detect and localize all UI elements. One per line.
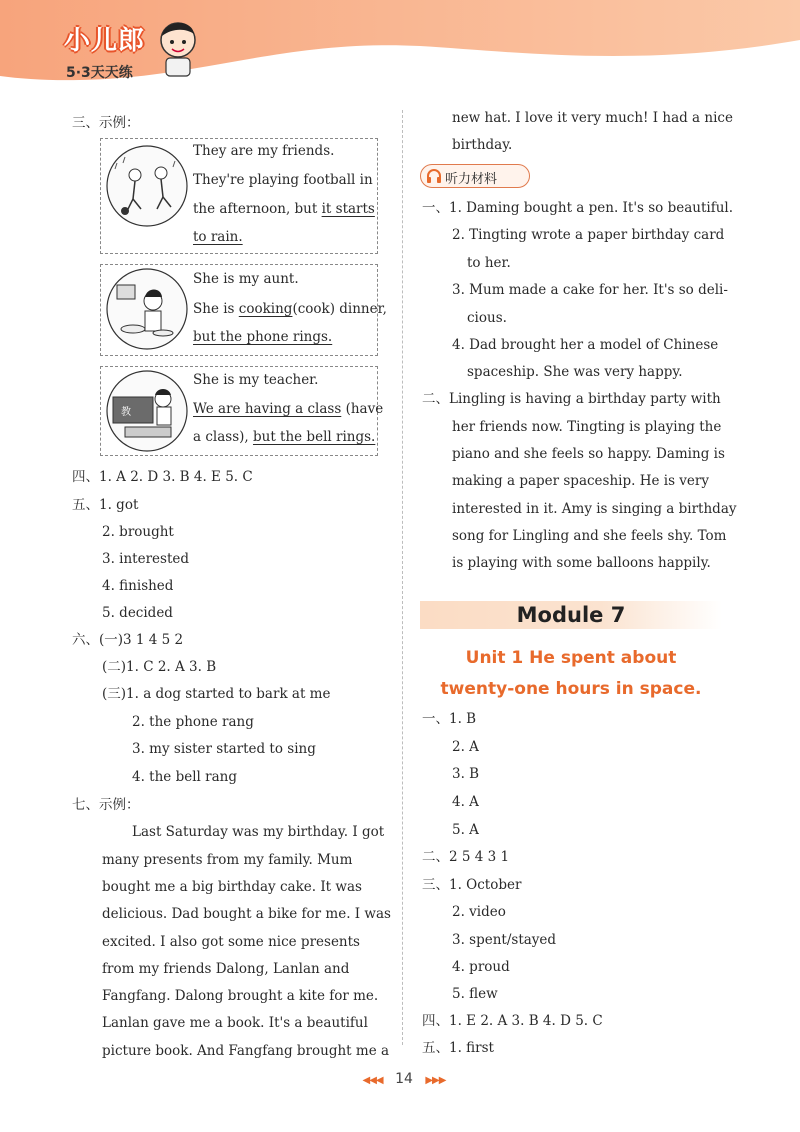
section-4-answers: 四、1. A 2. D 3. B 4. E 5. C [72,469,253,485]
box1-line-2: They're playing football in [193,172,373,188]
box1-answer-b: to rain. [193,229,243,245]
section-7-label: 七、示例： [72,797,140,813]
q1-item-2: 2. A [452,739,479,755]
box1-text-a: the afternoon, but [193,201,318,217]
section-6-part-3: (三)1. a dog started to bark at me [102,686,331,702]
section-6-part-2: (二)1. C 2. A 3. B [102,659,217,675]
box2-text-b: (cook) [292,301,335,317]
box3-line-3 [193,429,375,445]
q3-item-1: 三、1. October [422,877,522,893]
q3-item-2: 2. video [452,904,506,920]
box1-line-1: They are my friends. [193,143,335,159]
box1-answer-a: it starts [321,201,375,217]
example-box-2 [100,264,387,356]
listening-1-line-2: 2. Tingting wrote a paper birthday card [452,227,725,243]
q1-item-4: 4. A [452,794,479,810]
listening-1-line-4: 3. Mum made a cake for her. It's so deli- [452,282,728,298]
q3-item-4: 4. proud [452,959,510,975]
unit-title-line-1: Unit 1 He spent about [465,648,677,668]
listening-1-line-5: cious. [467,310,507,326]
page-footer [344,1071,464,1087]
listening-1-line-7: spaceship. She was very happy. [467,364,683,380]
section-5-item-5: 5. decided [102,605,173,621]
unit-title-line-2: twenty-one hours in space. [440,679,702,699]
box2-line-2 [193,301,387,317]
box1-line-4 [193,229,243,245]
listening-2-line-2: her friends now. Tingting is playing the [452,419,722,435]
box2-text-c: dinner, [339,301,387,317]
left-arrows-icon: ◀◀◀ [362,1075,383,1086]
box2-line-1: She is my aunt. [193,271,299,287]
listening-2-line-6: song for Lingling and she feels shy. Tom [452,528,727,544]
example-box-3 [100,366,384,456]
section-5-item-2: 2. brought [102,524,174,540]
box3-text-a: (have [345,401,384,417]
box3-line-2 [193,401,383,417]
q1-item-5: 5. A [452,822,479,838]
essay-line-5: excited. I also got some nice presents [102,934,360,950]
section-6-part-1: 六、(一)3 1 4 5 2 [72,632,184,648]
section-3-label: 三、示例： [72,115,140,131]
essay-line-4: delicious. Dad bought a bike for me. I was [102,906,391,922]
box2-answer-a: cooking [238,301,293,317]
example-box-1 [100,138,378,254]
section-5-item-3: 3. interested [102,551,190,567]
blackboard-text: 教 [121,407,131,418]
brand-subtitle: 5·3天天练 [66,65,133,81]
essay-line-9: picture book. And Fangfang brought me a [102,1043,390,1059]
essay-line-7: Fangfang. Dalong brought a kite for me. [102,988,379,1004]
box3-line-1: She is my teacher. [193,372,319,388]
listening-1-line-3: to her. [467,255,511,271]
listening-1-line-6: 4. Dad brought her a model of Chinese [452,337,719,353]
module-heading-bar [420,601,722,629]
box3-text-b: a class), [193,429,249,445]
brand-title: 小儿郎 [64,26,146,56]
q5-item-1: 五、1. first [422,1040,494,1056]
q1-item-1: 一、1. B [422,711,477,727]
section-6-part-3-item-2: 2. the phone rang [132,714,254,730]
essay-line-10: new hat. I love it very much! I had a nice [452,110,733,126]
section-6-part-3-item-3: 3. my sister started to sing [132,741,316,757]
section-5-item-4: 4. finished [102,578,174,594]
box2-text-a: She is [193,301,235,317]
column-divider [402,110,403,1045]
listening-material-label: 听力材料 [445,172,498,187]
q4-answers: 四、1. E 2. A 3. B 4. D 5. C [422,1013,603,1029]
section-5-item-1: 五、1. got [72,497,139,513]
listening-2-line-5: interested in it. Amy is singing a birthday [452,501,737,517]
listening-2-line-1: 二、Lingling is having a birthday party with [422,391,721,407]
listening-2-line-4: making a paper spaceship. He is very [452,473,710,489]
q1-item-3: 3. B [452,766,480,782]
essay-line-6: from my friends Dalong, Lanlan and [102,961,350,977]
football-picture [105,145,189,227]
classroom-picture [105,369,189,453]
listening-2-line-3: piano and she feels so happy. Daming is [452,446,725,462]
essay-line-3: bought me a big birthday cake. It was [102,879,362,895]
listening-2-line-7: is playing with some balloons happily. [452,555,711,571]
essay-line-11: birthday. [452,137,513,153]
essay-line-1: Last Saturday was my birthday. I got [132,824,385,840]
q2-answers: 二、2 5 4 3 1 [422,849,510,865]
box2-line-3 [193,329,332,345]
headphones-icon [426,168,442,184]
essay-line-2: many presents from my family. Mum [102,852,353,868]
section-6-part-3-item-4: 4. the bell rang [132,769,237,785]
listening-material-tag [420,164,530,188]
box3-answer-b: but the bell rings. [252,429,376,445]
box2-answer-b: but the phone rings. [193,329,333,345]
listening-1-line-1: 一、1. Daming bought a pen. It's so beautiful. [422,200,734,216]
mascot-boy-icon [156,16,200,80]
q3-item-3: 3. spent/stayed [452,932,557,948]
page-number: 14 [395,1071,413,1087]
q3-item-5: 5. flew [452,986,498,1002]
cooking-picture [105,267,189,351]
essay-line-8: Lanlan gave me a book. It's a beautiful [102,1015,368,1031]
right-arrows-icon: ▶▶▶ [425,1075,446,1086]
box1-line-3 [193,201,375,217]
box3-answer-a: We are having a class [193,401,342,417]
module-title: Module 7 [516,603,626,627]
brand-logo [60,12,210,82]
